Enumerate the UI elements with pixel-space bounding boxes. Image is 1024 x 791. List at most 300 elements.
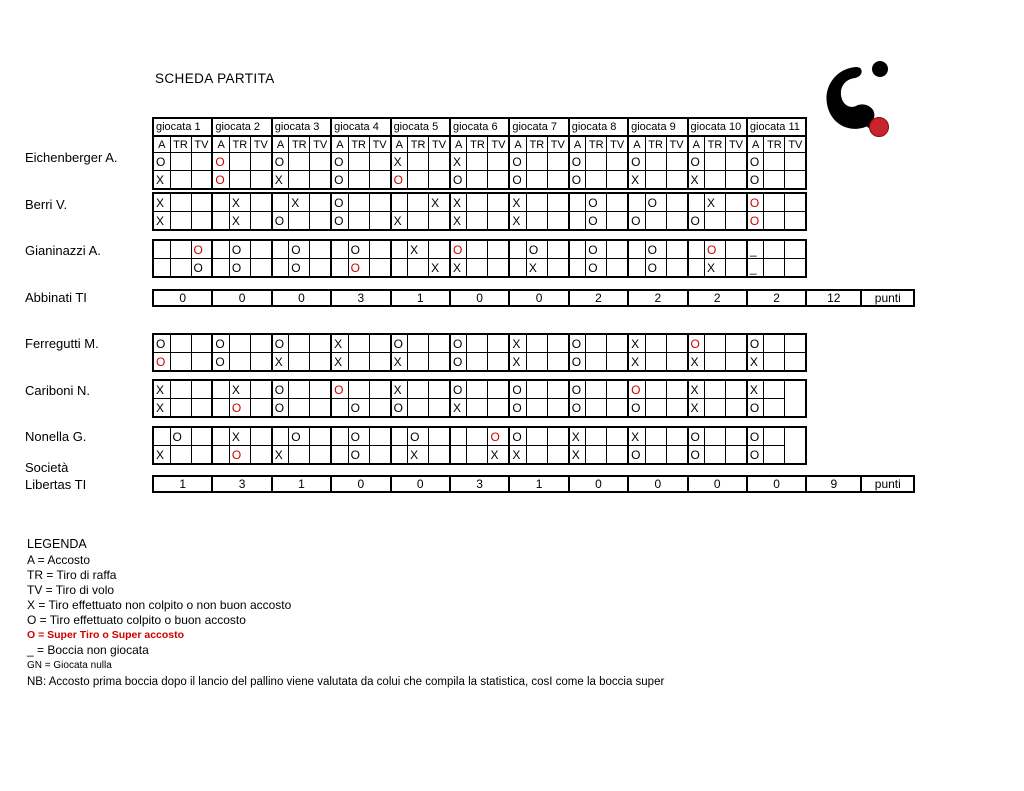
mark-cell: X [391,353,408,372]
mark-cell [408,399,429,418]
player-label-cariboni: Cariboni N. [25,383,91,398]
mark-cell [785,212,806,231]
mark-cell: O [348,240,369,259]
mark-cell [289,153,310,171]
subcol-header-a: A [331,136,348,153]
mark-cell [526,171,547,190]
mark-cell [348,380,369,399]
mark-cell [408,353,429,372]
giocata-points-cell: 0 [688,476,747,492]
mark-cell [331,240,348,259]
mark-cell: O [391,171,408,190]
mark-cell: X [688,380,705,399]
mark-cell [607,193,628,212]
mark-cell [586,446,607,465]
mark-cell: X [272,353,289,372]
legend-heading: LEGENDA [27,537,87,551]
mark-cell [586,171,607,190]
score-band-eichenberger-a [152,117,807,190]
mark-cell [170,240,191,259]
mark-cell [726,171,747,190]
subcol-header-tv: TV [726,136,747,153]
mark-cell: X [509,334,526,353]
subcol-header-tr: TR [526,136,547,153]
mark-cell: X [450,212,467,231]
subcol-header-a: A [747,136,764,153]
mark-cell [212,193,229,212]
mark-cell [191,334,212,353]
subcol-header-a: A [569,136,586,153]
mark-cell: X [526,259,547,278]
mark-cell [450,427,467,446]
mark-cell [369,193,390,212]
mark-cell [645,334,666,353]
mark-cell [645,380,666,399]
mark-cell [429,334,450,353]
mark-cell: O [212,353,229,372]
mark-cell [429,380,450,399]
mark-cell [170,353,191,372]
mark-cell [467,212,488,231]
subcol-header-tr: TR [586,136,607,153]
mark-cell: O [289,240,310,259]
mark-cell: O [348,399,369,418]
mark-cell: _ [747,240,764,259]
giocata-points-cell: 0 [509,290,568,306]
mark-cell [547,399,568,418]
subcol-header-tv: TV [666,136,687,153]
score-band-ferregutti-m [152,333,807,372]
mark-cell [467,427,488,446]
mark-cell [509,240,526,259]
mark-cell: X [450,259,467,278]
mark-cell: O [331,153,348,171]
mark-cell [369,153,390,171]
mark-cell [408,380,429,399]
mark-cell: X [569,427,586,446]
mark-cell [391,427,408,446]
mark-cell [726,240,747,259]
mark-cell [666,153,687,171]
mark-cell: X [229,427,250,446]
mark-cell [785,353,806,372]
mark-cell: X [429,259,450,278]
subcol-header-tr: TR [348,136,369,153]
mark-cell [467,193,488,212]
mark-cell: O [628,399,645,418]
mark-cell: O [212,334,229,353]
mark-cell: X [272,171,289,190]
mark-cell [586,353,607,372]
mark-cell: O [688,427,705,446]
mark-cell [526,427,547,446]
player-label-berri: Berri V. [25,197,68,212]
subcol-header-a: A [509,136,526,153]
mark-cell [785,259,806,278]
mark-cell [586,334,607,353]
mark-cell: O [747,153,764,171]
mark-cell [467,446,488,465]
mark-cell [705,399,726,418]
mark-cell: O [688,212,705,231]
mark-cell [170,171,191,190]
mark-cell [705,446,726,465]
mark-cell [369,399,390,418]
page-title: SCHEDA PARTITA [155,71,275,86]
mark-cell: X [153,399,170,418]
mark-cell: X [153,380,170,399]
mark-cell: X [450,193,467,212]
mark-cell: O [509,427,526,446]
mark-cell: O [747,334,764,353]
mark-cell [331,446,348,465]
mark-cell [547,353,568,372]
mark-cell: O [331,380,348,399]
mark-cell [488,193,509,212]
mark-cell [191,171,212,190]
mark-cell [429,212,450,231]
giocata-points-cell: 1 [391,290,450,306]
mark-cell [688,259,705,278]
legend-line: TR = Tiro di raffa [27,568,117,582]
mark-cell [628,259,645,278]
mark-cell [705,212,726,231]
mark-cell [688,193,705,212]
mark-cell [289,399,310,418]
mark-cell: X [391,380,408,399]
mark-cell [331,399,348,418]
mark-cell [705,427,726,446]
mark-cell: O [569,153,586,171]
mark-cell [467,353,488,372]
mark-cell: O [586,240,607,259]
mark-cell: X [429,193,450,212]
mark-cell: O [348,446,369,465]
mark-cell: O [450,380,467,399]
mark-cell: X [153,171,170,190]
giocata-header: giocata 6 [450,118,509,136]
subcol-header-tr: TR [467,136,488,153]
mark-cell [310,171,331,190]
mark-cell: O [331,212,348,231]
mark-cell [688,240,705,259]
subcol-header-tr: TR [289,136,310,153]
mark-cell [488,353,509,372]
mark-cell: O [569,171,586,190]
mark-cell [408,193,429,212]
mark-cell: O [289,259,310,278]
mark-cell: O [628,446,645,465]
subcol-header-tv: TV [607,136,628,153]
mark-cell [408,212,429,231]
mark-cell: X [408,240,429,259]
mark-cell [666,380,687,399]
mark-cell: O [408,427,429,446]
mark-cell: O [450,171,467,190]
mark-cell [705,153,726,171]
mark-cell [212,399,229,418]
mark-cell [607,427,628,446]
mark-cell: O [569,380,586,399]
mark-cell: X [705,259,726,278]
mark-cell [170,212,191,231]
subcol-header-tv: TV [429,136,450,153]
mark-cell [547,427,568,446]
mark-cell: O [191,259,212,278]
mark-cell [467,380,488,399]
mark-cell: X [628,334,645,353]
mark-cell [408,334,429,353]
mark-cell: O [272,334,289,353]
mark-cell [726,446,747,465]
mark-cell: O [569,399,586,418]
player-label-eichenberger: Eichenberger A. [25,150,118,165]
mark-cell [645,212,666,231]
subcol-header-a: A [628,136,645,153]
mark-cell [547,193,568,212]
mark-cell: O [509,380,526,399]
mark-cell [785,193,806,212]
mark-cell [705,380,726,399]
mark-cell [569,259,586,278]
mark-cell [526,446,547,465]
mark-cell [289,212,310,231]
mark-cell: O [645,193,666,212]
mark-cell [488,380,509,399]
mark-cell: X [509,212,526,231]
team-label-abbinati: Abbinati TI [25,290,87,305]
mark-cell: O [272,212,289,231]
mark-cell [705,353,726,372]
mark-cell [348,193,369,212]
mark-cell: X [747,380,764,399]
mark-cell [289,171,310,190]
giocata-points-cell: 3 [450,476,509,492]
mark-cell [666,446,687,465]
mark-cell: O [272,399,289,418]
mark-cell: X [272,446,289,465]
subcol-header-tv: TV [369,136,390,153]
mark-cell [229,353,250,372]
score-band-nonella-g [152,426,807,465]
mark-cell [450,446,467,465]
mark-cell [666,193,687,212]
subcol-header-tr: TR [170,136,191,153]
mark-cell [607,212,628,231]
mark-cell [391,259,408,278]
mark-cell [429,427,450,446]
mark-cell: O [628,153,645,171]
mark-cell: O [747,399,764,418]
mark-cell [408,153,429,171]
mark-cell [586,427,607,446]
mark-cell [764,193,785,212]
mark-cell: O [509,171,526,190]
mark-cell [526,380,547,399]
mark-cell [429,399,450,418]
mark-cell [526,153,547,171]
mark-cell [569,212,586,231]
mark-cell [310,193,331,212]
mark-cell: O [747,427,764,446]
giocata-points-cell: 2 [747,290,806,306]
giocata-points-cell: 0 [272,290,331,306]
mark-cell: O [488,427,509,446]
giocata-header: giocata 1 [153,118,212,136]
mark-cell [764,334,785,353]
subcol-header-a: A [688,136,705,153]
mark-cell: O [229,240,250,259]
mark-cell: O [586,259,607,278]
giocata-points-cell: 2 [569,290,628,306]
subcol-header-a: A [212,136,229,153]
mark-cell [526,212,547,231]
mark-cell: X [331,334,348,353]
mark-cell [331,259,348,278]
bocce-player-logo-svg [816,56,902,144]
giocata-header: giocata 5 [391,118,450,136]
giocata-points-cell: 1 [509,476,568,492]
mark-cell [666,334,687,353]
score-band-cariboni-n [152,379,807,418]
mark-cell [607,399,628,418]
mark-cell: X [229,212,250,231]
legend-line: A = Accosto [27,553,91,567]
giocata-header: giocata 4 [331,118,390,136]
mark-cell [408,171,429,190]
mark-cell [369,212,390,231]
mark-cell [310,399,331,418]
mark-cell [331,427,348,446]
mark-cell: X [153,193,170,212]
giocata-points-cell: 0 [569,476,628,492]
mark-cell [467,171,488,190]
mark-cell [666,427,687,446]
mark-cell: O [348,427,369,446]
mark-cell: O [212,171,229,190]
mark-cell: O [509,399,526,418]
mark-cell [586,380,607,399]
mark-cell [250,334,271,353]
mark-cell [191,427,212,446]
mark-cell [310,446,331,465]
mark-cell [250,259,271,278]
mark-cell [547,153,568,171]
subcol-header-tv: TV [785,136,806,153]
mark-cell [250,380,271,399]
mark-cell [607,446,628,465]
mark-cell [666,353,687,372]
mark-cell [391,193,408,212]
mark-cell [467,334,488,353]
mark-cell [488,171,509,190]
mark-cell: X [509,193,526,212]
mark-cell: _ [747,259,764,278]
mark-cell [229,334,250,353]
mark-cell [764,427,785,446]
mark-cell [607,334,628,353]
giocata-points-cell: 1 [272,476,331,492]
team-label-libertas: Libertas TI [25,477,87,492]
legend-line: GN = Giocata nulla [27,660,112,671]
subcol-header-tv: TV [310,136,331,153]
mark-cell [272,240,289,259]
giocata-header: giocata 7 [509,118,568,136]
mark-cell: O [688,446,705,465]
mark-cell [310,427,331,446]
mark-cell [467,240,488,259]
mark-cell [289,334,310,353]
mark-cell [153,259,170,278]
bocce-player-logo [816,56,902,144]
mark-cell: O [289,427,310,446]
mark-cell [607,153,628,171]
mark-cell: O [153,334,170,353]
mark-cell [607,259,628,278]
legend-line: O = Super Tiro o Super accosto [27,629,185,641]
mark-cell: X [688,171,705,190]
mark-cell [764,153,785,171]
mark-cell [348,334,369,353]
mark-cell [467,153,488,171]
giocata-points-cell: 0 [153,290,212,306]
subcol-header-tv: TV [547,136,568,153]
mark-cell [289,380,310,399]
mark-cell [764,171,785,190]
mark-cell [526,353,547,372]
mark-cell [170,446,191,465]
mark-cell: O [153,353,170,372]
mark-cell [310,212,331,231]
subcol-header-tr: TR [645,136,666,153]
giocata-points-cell: 0 [212,290,271,306]
mark-cell: O [191,240,212,259]
mark-cell [726,193,747,212]
mark-cell [467,399,488,418]
mark-cell [429,240,450,259]
mark-cell: X [628,171,645,190]
mark-cell [607,380,628,399]
mark-cell: X [688,399,705,418]
mark-cell: O [747,193,764,212]
legend-line: TV = Tiro di volo [27,583,115,597]
mark-cell: O [348,259,369,278]
mark-cell [229,153,250,171]
mark-cell: O [747,446,764,465]
total-points-cell: 9 [806,476,861,492]
mark-cell [526,334,547,353]
mark-cell [289,446,310,465]
mark-cell [488,240,509,259]
mark-cell: O [645,259,666,278]
mark-cell [645,153,666,171]
mark-cell [369,171,390,190]
mark-cell [488,334,509,353]
mark-cell [369,427,390,446]
giocata-header: giocata 3 [272,118,331,136]
mark-cell [310,380,331,399]
mark-cell [726,153,747,171]
subcol-header-a: A [391,136,408,153]
mark-cell [645,171,666,190]
mark-cell [369,334,390,353]
subcol-header-tv: TV [250,136,271,153]
mark-cell [705,334,726,353]
mark-cell [369,353,390,372]
giocata-points-cell: 2 [628,290,687,306]
mark-cell: O [229,446,250,465]
mark-cell: X [705,193,726,212]
